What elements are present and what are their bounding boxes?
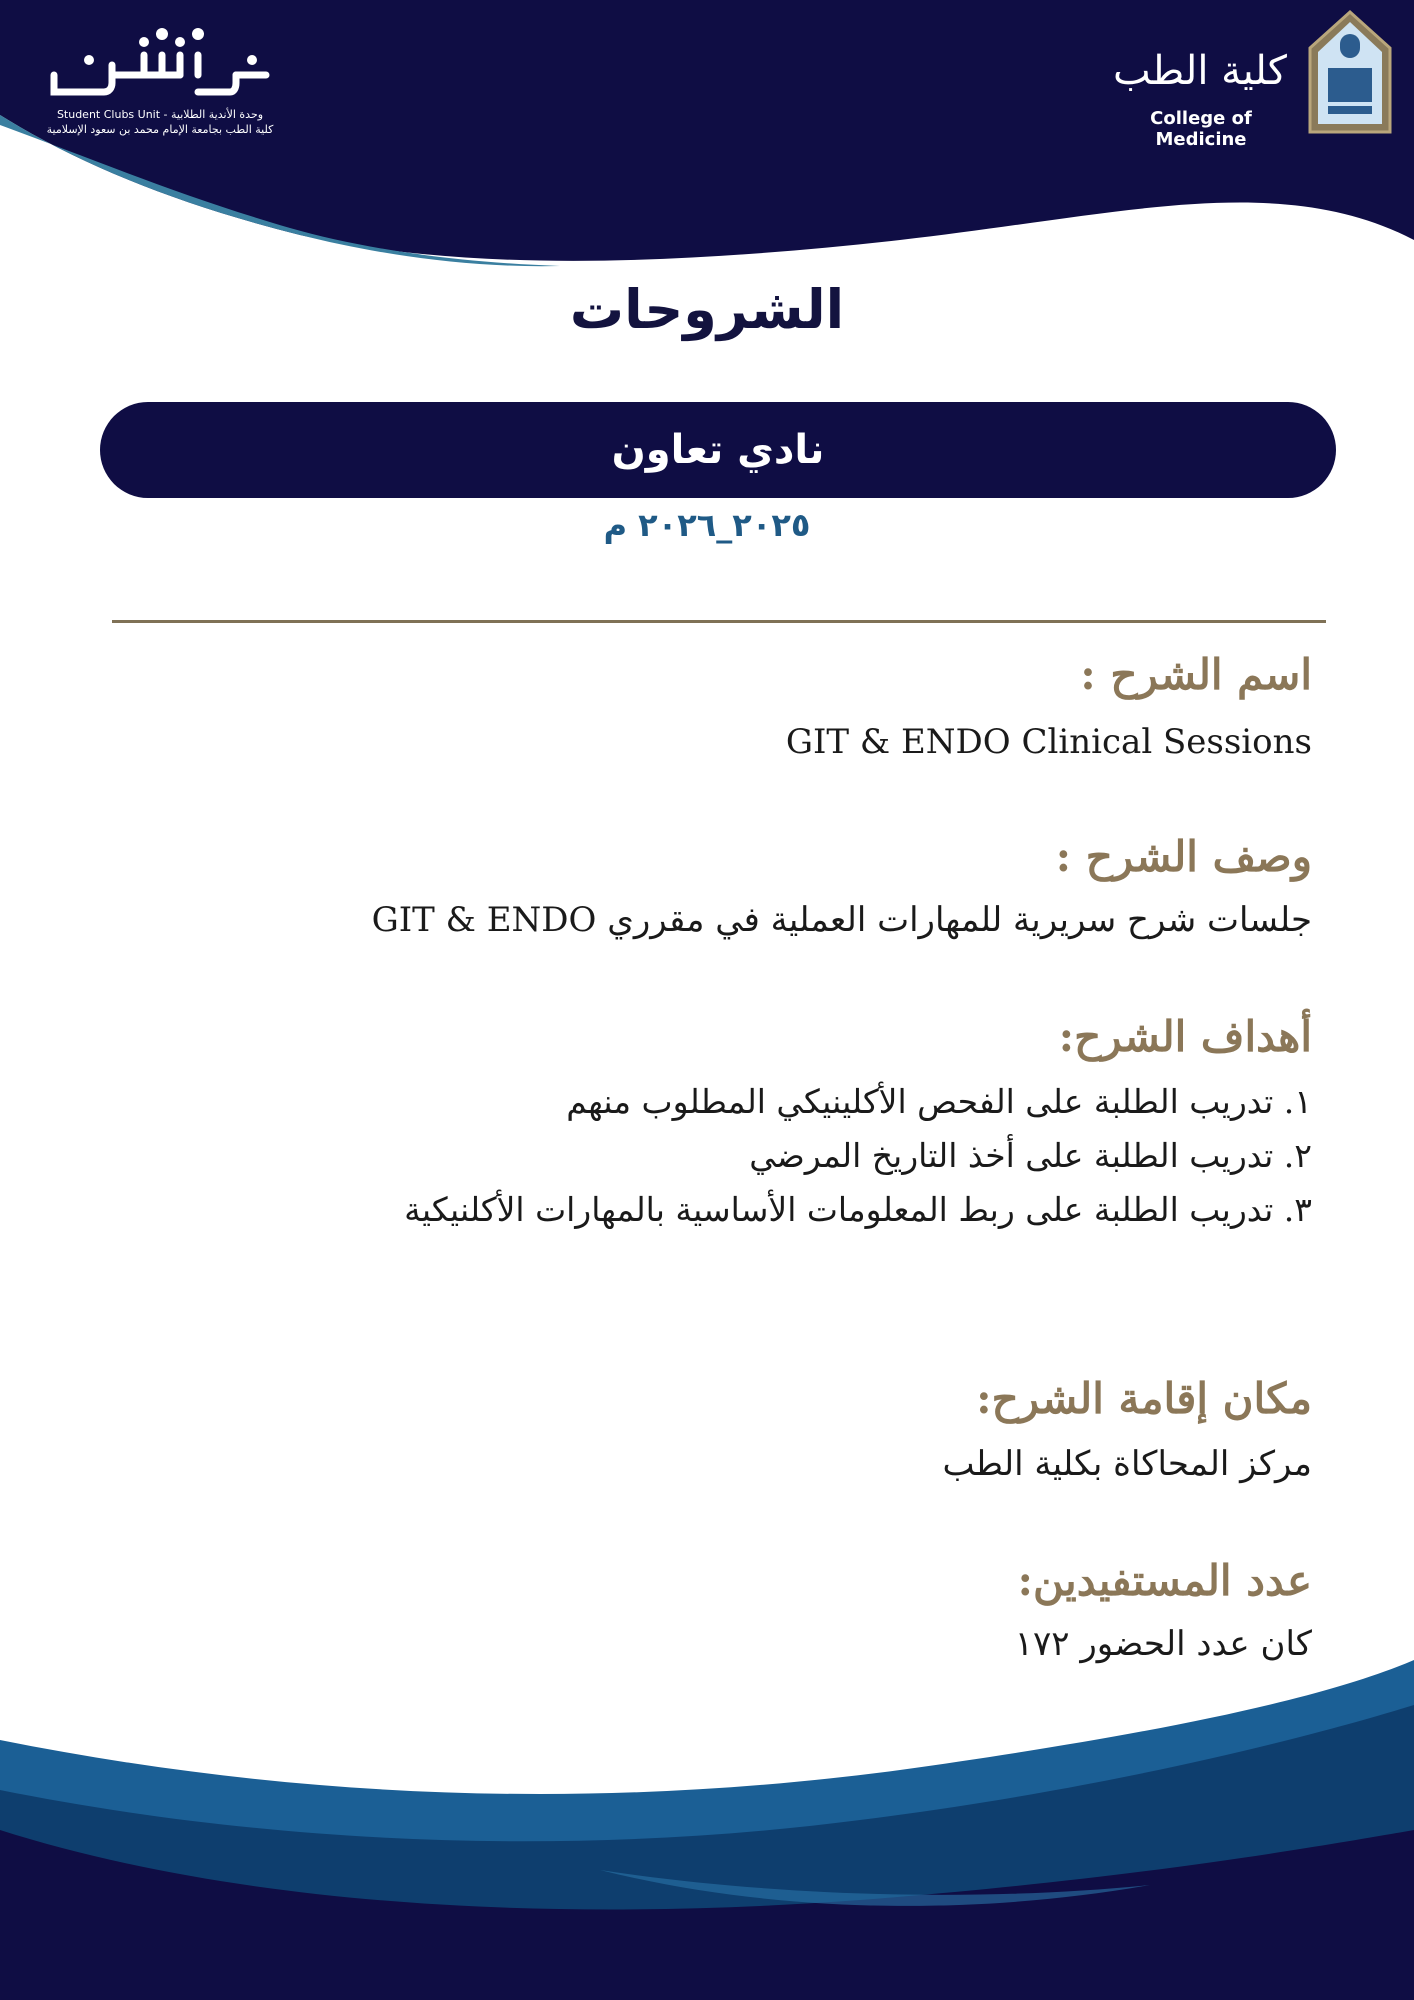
- beneficiaries-value: كان عدد الحضور ١٧٢: [1014, 1624, 1312, 1664]
- session-name-heading: اسم الشرح :: [1080, 650, 1312, 699]
- student-clubs-caption: [40, 107, 280, 137]
- session-goals-heading: أهداف الشرح:: [1058, 1012, 1312, 1061]
- club-name: نادي تعاون: [611, 427, 825, 473]
- university-crest-icon: [1306, 8, 1394, 136]
- divider: [112, 620, 1326, 623]
- clubs-caption-line2: كلية الطب بجامعة الإمام محمد بن سعود الإسلامية: [46, 123, 274, 136]
- student-clubs-logo: [44, 20, 274, 100]
- beneficiaries-heading: عدد المستفيدين:: [1017, 1556, 1312, 1605]
- college-name-arabic: كلية الطب: [1113, 48, 1287, 94]
- goal-item-1: ١. تدريب الطلبة على الفحص الأكلينيكي المطلوب منهم: [566, 1082, 1312, 1121]
- session-location-value: مركز المحاكاة بكلية الطب: [942, 1444, 1312, 1484]
- session-description-heading: وصف الشرح :: [1055, 832, 1312, 881]
- session-name-value: GIT & ENDO Clinical Sessions: [785, 722, 1312, 762]
- goal-item-2: ٢. تدريب الطلبة على أخذ التاريخ المرضي: [749, 1136, 1312, 1175]
- goal-item-3: ٣. تدريب الطلبة على ربط المعلومات الأساسية بالمهارات الأكلنيكية: [404, 1190, 1312, 1229]
- club-name-banner: [100, 402, 1336, 498]
- academic-year: ٢٠٢٥_٢٠٢٦ م: [603, 506, 811, 544]
- session-description-value: جلسات شرح سريرية للمهارات العملية في مقرري GIT & ENDO: [371, 900, 1312, 940]
- clubs-caption-line1: Student Clubs Unit - وحدة الأندية الطلابية: [56, 108, 264, 121]
- college-name-english: College of Medicine: [1150, 108, 1252, 150]
- session-location-heading: مكان إقامة الشرح:: [976, 1374, 1312, 1423]
- page-title: الشروحات: [569, 278, 845, 341]
